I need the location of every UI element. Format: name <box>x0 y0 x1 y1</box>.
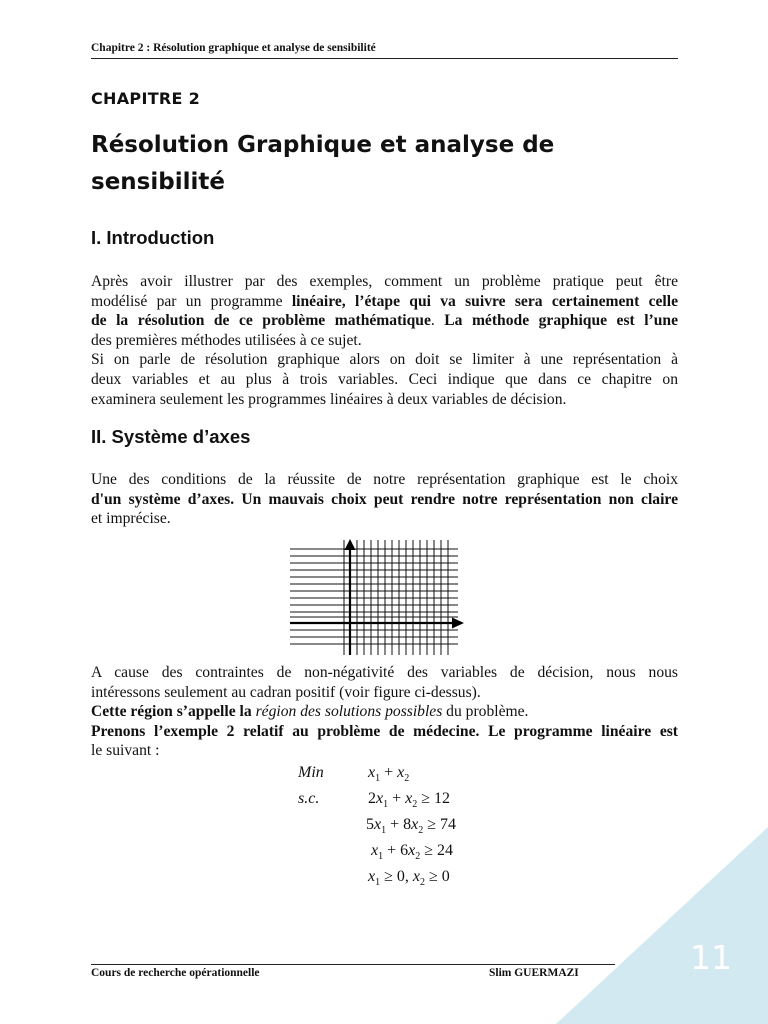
region-paragraph <box>91 663 678 761</box>
intro-line: modélisé par un programme linéaire, l’étape qui va suivre sera certainement celle <box>91 292 678 310</box>
chapter-title-line1: Résolution Graphique et analyse de <box>91 132 555 158</box>
axes-paragraph <box>91 470 678 529</box>
footer-author: Slim GUERMAZI <box>489 967 579 979</box>
axes-line: et imprécise. <box>91 510 171 528</box>
intro-paragraph <box>91 272 678 409</box>
chapter-title <box>91 127 681 201</box>
lp-constraint-1: $2x_1 + x_2 \ge 12$ <box>368 790 451 811</box>
intro-line: deux variables et au plus à trois variables. Ceci indique que dans ce chapitre on <box>91 370 678 388</box>
corner-decoration <box>556 827 768 1024</box>
footer-course: Cours de recherche opérationnelle <box>91 967 260 979</box>
intro-line: examinera seulement les programmes linéaires à deux variables de décision. <box>91 390 567 408</box>
y-axis-arrow-icon <box>345 539 356 550</box>
region-line: Prenons l’exemple 2 relatif au problème de médecine. Le programme linéaire est <box>91 722 678 740</box>
section-heading-introduction: I. Introduction <box>91 227 215 248</box>
lp-constraint-3: $x_1 + 6x_2 \ge 24$ <box>371 842 454 863</box>
intro-line: Après avoir illustrer par des exemples, comment un problème pratique peut être <box>91 273 678 290</box>
chapter-label: CHAPITRE 2 <box>91 89 201 108</box>
lp-objective: $x_1 + x_2$ <box>368 764 410 785</box>
region-line: A cause des contraintes de non-négativité des variables de décision, nous nous <box>91 664 678 681</box>
running-header: Chapitre 2 : Résolution graphique et analyse de sensibilité <box>91 42 376 54</box>
lp-non-negativity: $x_1 \ge 0$, $x_2 \ge 0$ <box>368 868 450 889</box>
intro-line: Si on parle de résolution graphique alors on doit se limiter à une représentation à <box>91 351 678 369</box>
x-axis-arrow-icon <box>452 618 464 629</box>
lp-st-label: s.c. <box>298 790 320 807</box>
intro-line: des premières méthodes utilisées à ce sujet. <box>91 331 362 349</box>
footer-rule <box>91 964 615 965</box>
axes-grid-figure <box>288 538 468 660</box>
region-line: Cette région s’appelle la région des solutions possibles du problème. <box>91 703 529 721</box>
chapter-title-line2: sensibilité <box>91 169 225 195</box>
header-rule <box>91 58 678 59</box>
axes-line: Une des conditions de la réussite de notre représentation graphique est le choix <box>91 471 678 488</box>
section-heading-axes: II. Système d’axes <box>91 426 251 447</box>
axes-line: d'un système d’axes. Un mauvais choix peut rendre notre représentation non claire <box>91 490 678 508</box>
intro-line: de la résolution de ce problème mathématique. La méthode graphique est l’une <box>91 312 678 330</box>
lp-min-label: Min <box>298 764 324 781</box>
lp-constraint-2: $5x_1 + 8x_2 \ge 74$ <box>366 816 457 837</box>
region-line: le suivant : <box>91 742 160 760</box>
page-number: 11 <box>690 938 732 977</box>
region-line: intéressons seulement au cadran positif (voir figure ci-dessus). <box>91 683 481 701</box>
